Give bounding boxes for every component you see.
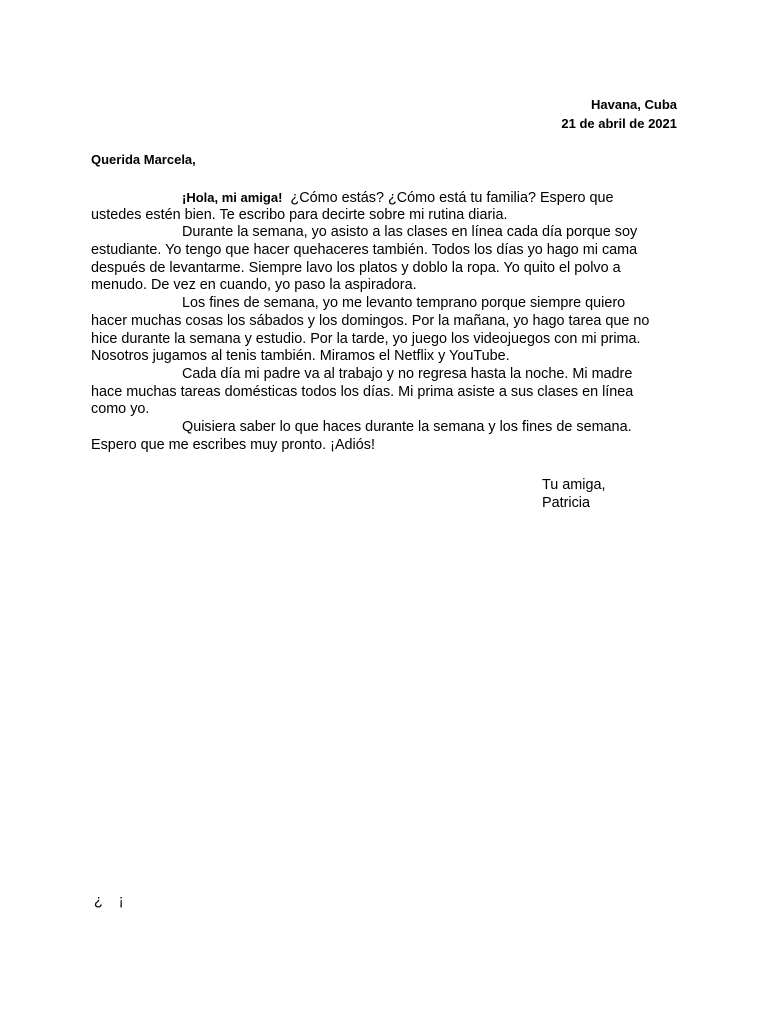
paragraph-3-line-3: hice durante la semana y estudio. Por la tarde, yo juego los videojuegos con mi prima.: [91, 330, 641, 347]
heading-date: 21 de abril de 2021: [561, 116, 677, 131]
paragraph-2-line-2: estudiante. Yo tengo que hacer quehaceres también. Todos los días yo hago mi cama: [91, 242, 638, 259]
letter-heading: [561, 95, 677, 133]
closing-phrase: Tu amiga,: [542, 477, 606, 493]
letter-body: [91, 189, 681, 454]
signature-name: Patricia: [542, 495, 590, 511]
paragraph-5-line-2: Espero que me escribes muy pronto. ¡Adiós!: [91, 436, 375, 453]
paragraph-2-line-3: después de levantarme. Siempre lavo los platos y doblo la ropa. Yo quito el polvo a: [91, 259, 621, 276]
paragraph-3-line-4: Nosotros jugamos al tenis también. Miramos el Netflix y YouTube.: [91, 348, 510, 365]
paragraph-5-line-1: [91, 419, 681, 437]
paragraph-1-line-1-rest: ¿Cómo estás? ¿Cómo está tu familia? Espero que: [290, 190, 614, 206]
paragraph-3-line-2: hacer muchas cosas los sábados y los domingos. Por la mañana, yo hago tarea que no: [91, 312, 650, 329]
paragraph-2-line-4: menudo. De vez en cuando, yo paso la aspiradora.: [91, 277, 417, 294]
paragraph-4-line-1: [91, 366, 681, 384]
paragraph-3-line-1-text: Los fines de semana, yo me levanto temprano porque siempre quiero: [182, 295, 626, 312]
paragraph-1-line-1: [91, 189, 681, 207]
paragraph-2-line-1: [91, 224, 681, 242]
greeting-text: ¡Hola, mi amiga!: [182, 190, 283, 205]
paragraph-4-line-1-text: Cada día mi padre va al trabajo y no regresa hasta la noche. Mi madre: [182, 365, 633, 382]
paragraph-1-line-2: ustedes estén bien. Te escribo para decirte sobre mi rutina diaria.: [91, 206, 508, 223]
letter-salutation: Querida Marcela,: [91, 152, 196, 167]
footer-characters: ¿ ¡: [94, 893, 124, 909]
paragraph-3-line-1: [91, 295, 681, 313]
letter-closing: [542, 476, 605, 512]
paragraph-4-line-3: como yo.: [91, 401, 150, 418]
heading-place: Havana, Cuba: [591, 97, 677, 112]
paragraph-5-line-1-text: Quisiera saber lo que haces durante la semana y los fines de semana.: [182, 418, 632, 435]
paragraph-4-line-2: hace muchas tareas domésticas todos los días. Mi prima asiste a sus clases en línea: [91, 383, 634, 400]
paragraph-2-line-1-text: Durante la semana, yo asisto a las clases en línea cada día porque soy: [182, 224, 638, 241]
